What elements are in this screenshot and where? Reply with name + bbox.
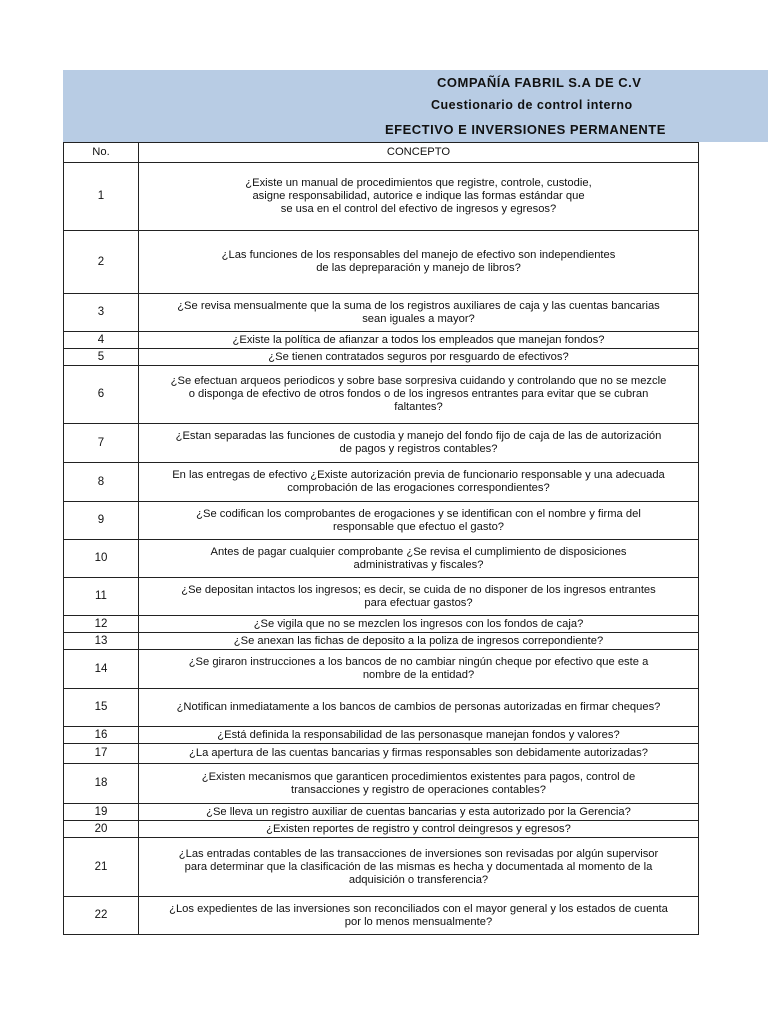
row-concept: ¿Se depositan intactos los ingresos; es decir, se cuida de no disponer de los ingresos entrantes para efectuar gastos? — [139, 578, 699, 616]
table-row — [64, 650, 699, 689]
table-row — [64, 821, 699, 838]
table-row — [64, 897, 699, 935]
row-number: 2 — [64, 231, 139, 294]
row-concept: ¿Los expedientes de las inversiones son reconciliados con el mayor general y los estados de cuenta por lo menos mensualmente? — [139, 897, 699, 935]
table-row — [64, 616, 699, 633]
row-number: 20 — [64, 821, 139, 838]
table-row — [64, 463, 699, 502]
table-row — [64, 502, 699, 540]
row-concept: ¿Estan separadas las funciones de custodia y manejo del fondo fijo de caja de las de autorización de pagos y registros contables? — [139, 424, 699, 463]
row-concept: ¿La apertura de las cuentas bancarias y firmas responsables son debidamente autorizadas? — [139, 744, 699, 764]
row-concept: ¿Se anexan las fichas de deposito a la poliza de ingresos correpondiente? — [139, 633, 699, 650]
row-concept: ¿Existe un manual de procedimientos que registre, controle, custodie, asigne responsabilidad, autorice e indique las formas estándar que se usa en el control del efectivo de ingresos y egresos? — [139, 163, 699, 231]
column-header-no: No. — [64, 143, 139, 163]
table-row — [64, 744, 699, 764]
document-subtitle: Cuestionario de control interno — [431, 98, 633, 112]
header-band — [63, 70, 768, 142]
row-number: 13 — [64, 633, 139, 650]
row-concept: ¿Las funciones de los responsables del manejo de efectivo son independientes de las depreparación y manejo de libros? — [139, 231, 699, 294]
row-concept: ¿Notifican inmediatamente a los bancos de cambios de personas autorizadas en firmar cheques? — [139, 689, 699, 727]
row-concept: ¿Existen reportes de registro y control deingresos y egresos? — [139, 821, 699, 838]
table-row — [64, 349, 699, 366]
questionnaire-table — [63, 142, 699, 935]
row-number: 15 — [64, 689, 139, 727]
row-concept: ¿Existen mecanismos que garanticen procedimientos existentes para pagos, control de transacciones y registro de operaciones contables? — [139, 764, 699, 804]
table-row — [64, 294, 699, 332]
table-row — [64, 540, 699, 578]
row-concept: ¿Se revisa mensualmente que la suma de los registros auxiliares de caja y las cuentas bancarias sean iguales a mayor? — [139, 294, 699, 332]
row-number: 7 — [64, 424, 139, 463]
row-number: 16 — [64, 727, 139, 744]
row-number: 21 — [64, 838, 139, 897]
row-number: 22 — [64, 897, 139, 935]
table-row — [64, 689, 699, 727]
row-number: 17 — [64, 744, 139, 764]
row-concept: ¿Se vigila que no se mezclen los ingresos con los fondos de caja? — [139, 616, 699, 633]
row-concept: ¿Se tienen contratados seguros por resguardo de efectivos? — [139, 349, 699, 366]
row-concept: ¿Existe la política de afianzar a todos los empleados que manejan fondos? — [139, 332, 699, 349]
table-row — [64, 163, 699, 231]
table-row — [64, 578, 699, 616]
row-number: 6 — [64, 366, 139, 424]
row-number: 5 — [64, 349, 139, 366]
row-number: 11 — [64, 578, 139, 616]
row-number: 10 — [64, 540, 139, 578]
section-title: EFECTIVO E INVERSIONES PERMANENTE — [385, 122, 666, 137]
row-concept: ¿Se giraron instrucciones a los bancos de no cambiar ningún cheque por efectivo que este a nombre de la entidad? — [139, 650, 699, 689]
row-number: 1 — [64, 163, 139, 231]
row-concept: ¿Las entradas contables de las transacciones de inversiones son revisadas por algún supervisor para determinar que la clasificación de las mismas es hecha y documentada al momento de la adquisición o transferencia? — [139, 838, 699, 897]
row-number: 4 — [64, 332, 139, 349]
row-number: 19 — [64, 804, 139, 821]
row-concept: ¿Se codifican los comprobantes de erogaciones y se identifican con el nombre y firma del responsable que efectuo el gasto? — [139, 502, 699, 540]
table-row — [64, 231, 699, 294]
table-row — [64, 332, 699, 349]
table-row — [64, 727, 699, 744]
row-concept: En las entregas de efectivo ¿Existe autorización previa de funcionario responsable y una adecuada comprobación de las erogaciones correspondientes? — [139, 463, 699, 502]
company-name: COMPAÑÍA FABRIL S.A DE C.V — [437, 75, 642, 90]
table-row — [64, 366, 699, 424]
row-number: 9 — [64, 502, 139, 540]
table-row — [64, 804, 699, 821]
table-row — [64, 838, 699, 897]
row-number: 3 — [64, 294, 139, 332]
table-row — [64, 424, 699, 463]
table-row — [64, 633, 699, 650]
row-concept: ¿Se lleva un registro auxiliar de cuentas bancarias y esta autorizado por la Gerencia? — [139, 804, 699, 821]
table-header-row — [64, 143, 699, 163]
row-concept: ¿Se efectuan arqueos periodicos y sobre base sorpresiva cuidando y controlando que no se mezcle o disponga de efectivo de otros fondos o de los ingresos entrantes para evitar que se cubran faltantes? — [139, 366, 699, 424]
table-row — [64, 764, 699, 804]
row-concept: Antes de pagar cualquier comprobante ¿Se revisa el cumplimiento de disposiciones administrativas y fiscales? — [139, 540, 699, 578]
row-number: 14 — [64, 650, 139, 689]
row-number: 12 — [64, 616, 139, 633]
column-header-concept: CONCEPTO — [139, 143, 699, 163]
row-number: 18 — [64, 764, 139, 804]
row-concept: ¿Está definida la responsabilidad de las personasque manejan fondos y valores? — [139, 727, 699, 744]
row-number: 8 — [64, 463, 139, 502]
